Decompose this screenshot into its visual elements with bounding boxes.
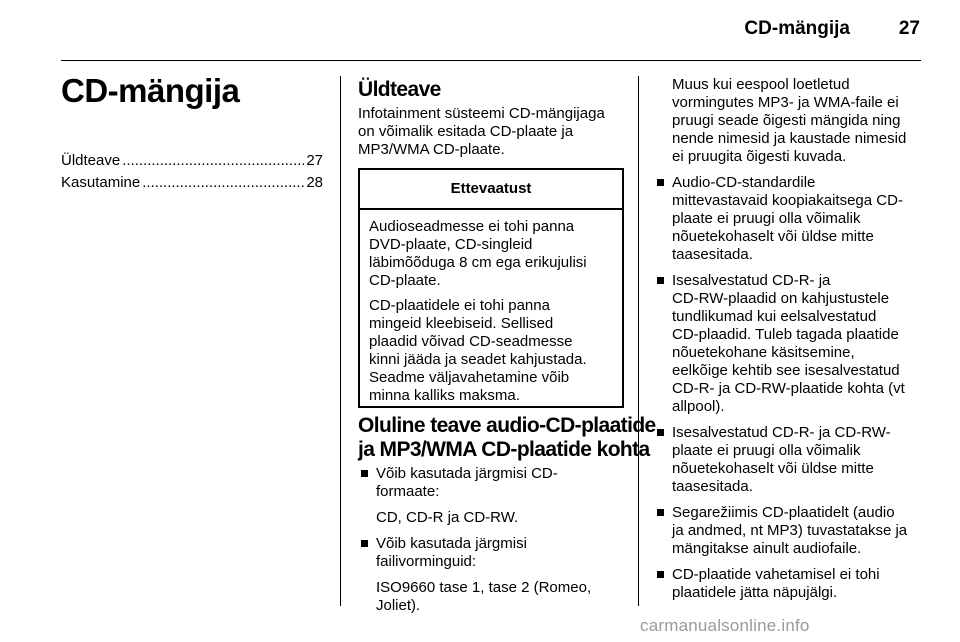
text-line: CD-plaadid. Tuleb tagada plaatide [672,326,899,343]
text-line: mittevastavaid koopiakaitsega CD- [672,192,903,209]
text-line: Võib kasutada järgmisi [376,535,527,552]
bullet-square-icon [657,509,664,516]
bullet-subtext [358,579,624,615]
toc-item-label: Üldteave [61,152,121,169]
text-line: CD-plaatide vahetamisel ei tohi [672,566,880,583]
text-line: formaate: [376,483,440,500]
bullet-square-icon [657,429,664,436]
running-header-title: CD-mängija [744,18,850,39]
text-line: Segarežiimis CD-plaatidelt (audio [672,504,895,521]
text-line: CD-RW-plaadid on kahjustustele [672,290,890,307]
text-line: taasesitada. [672,246,753,263]
text-line: on võimalik esitada CD-plaate ja [358,123,574,140]
text-line: ISO9660 tase 1, tase 2 (Romeo, [376,579,592,596]
text-line: CD-plaate. [369,272,441,289]
text-line: allpool). [672,398,725,415]
toc-item-label: Kasutamine [61,174,141,191]
text-line: Audio-CD-standardile [672,174,816,191]
bullet-item [654,504,924,558]
text-line: Isesalvestatud CD-R- ja CD-RW- [672,424,891,441]
toc-leader-dots [122,152,304,170]
text-line: taasesitada. [672,478,753,495]
bullet-item [654,272,924,416]
text-line: Joliet). [376,597,421,614]
column-three [654,76,924,610]
bullet-item [358,465,624,501]
text-line: nõuetekohaselt või üldse mitte [672,228,874,245]
section-important-info [358,414,656,623]
text-line: nõuetekohaselt või üldse mitte [672,460,874,477]
text-line: ja andmed, nt MP3) tuvastatakse ja [672,522,908,539]
bullet-item [654,174,924,264]
text-line: plaate ei pruugi olla võimalik [672,210,861,227]
text-line: Võib kasutada järgmisi CD- [376,465,558,482]
header-rule [61,60,921,61]
text-line: Isesalvestatud CD-R- ja [672,272,831,289]
text-line: vormingutes MP3- ja WMA-faile ei [672,94,899,111]
caution-body [360,210,622,405]
text-line: CD-R- ja CD-RW-plaatide kohta (vt [672,380,905,397]
toc-leader-dots [142,174,304,192]
text-line: tundlikumad kui eelsalvestatud [672,308,877,325]
caution-title: Ettevaatust [360,170,622,210]
text-line: CD-plaatidele ei tohi panna [369,297,550,314]
text-line: plaate ei pruugi olla võimalik [672,442,861,459]
caution-paragraph [369,297,613,405]
bullet-square-icon [361,470,368,477]
toc-item[interactable] [61,174,323,192]
text-line: Infotainment süsteemi CD-mängijaga [358,105,605,122]
heading-line: Oluline teave audio-CD-plaatide [358,414,656,437]
table-of-contents [61,152,323,196]
section-heading [358,414,656,462]
bullet-item [654,566,924,602]
text-line: eelkõige kehtib see isesalvestatud [672,362,900,379]
chapter-title: CD-mängija [61,72,240,109]
continued-paragraph [654,76,924,166]
watermark: carmanualsonline.info [640,616,810,635]
text-line: Seadme väljavahetamine võib [369,369,570,386]
bullet-square-icon [657,277,664,284]
text-line: kinni jääda ja seadet kahjustada. [369,351,587,368]
caution-paragraph [369,218,613,290]
text-line: nende nimesid ja kaustade nimesid [672,130,907,147]
column-divider-left [340,76,341,606]
heading-line: ja MP3/WMA CD-plaatide kohta [358,438,650,461]
bullet-item [358,535,624,571]
page-number: 27 [898,18,920,39]
text-line: nõuetekohane käsitsemine, [672,344,855,361]
bullet-square-icon [657,571,664,578]
toc-item[interactable] [61,152,323,170]
section-general [358,78,624,159]
toc-item-page: 28 [306,174,323,191]
text-line: Audioseadmesse ei tohi panna [369,218,575,235]
bullet-square-icon [361,540,368,547]
text-line: plaatidele jätta näpujälgi. [672,584,838,601]
text-line: pruugi seade õigesti mängida ning [672,112,901,129]
text-line: ei pruugita õigesti kuvada. [672,148,847,165]
text-line: failivorminguid: [376,553,477,570]
text-line: läbimõõduga 8 cm ega erikujulisi [369,254,587,271]
toc-item-page: 27 [306,152,323,169]
intro-paragraph [358,105,624,159]
text-line: Muus kui eespool loetletud [672,76,850,93]
bullet-item [654,424,924,496]
text-line: DVD-plaate, CD-singleid [369,236,533,253]
text-line: plaadid võivad CD-seadmesse [369,333,573,350]
text-line: mingeid kleebiseid. Sellised [369,315,554,332]
column-divider-right [638,76,639,606]
text-line: mängitakse ainult audiofaile. [672,540,862,557]
text-line: MP3/WMA CD-plaate. [358,141,505,158]
section-heading: Üldteave [358,78,441,101]
bullet-subtext: CD, CD-R ja CD-RW. [376,509,519,526]
caution-box [358,168,624,408]
text-line: minna kalliks maksma. [369,387,520,404]
bullet-square-icon [657,179,664,186]
